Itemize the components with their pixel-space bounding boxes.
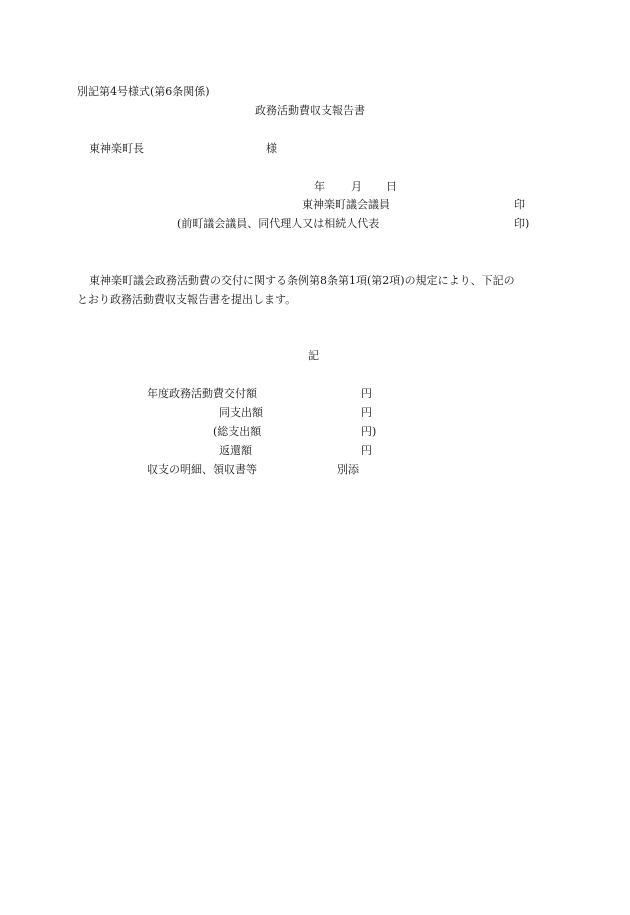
item-label: 同支出額	[219, 406, 263, 419]
submitter-alt-seal: 印)	[514, 217, 530, 230]
item-label: 返還額	[219, 444, 252, 457]
document-title: 政務活動費収支報告書	[255, 104, 365, 117]
ki-heading: 記	[308, 349, 319, 362]
addressee-name: 東神楽町長	[89, 142, 144, 155]
body-text-line-2: とおり政務活動費収支報告書を提出します。	[77, 293, 297, 306]
submitter-seal: 印	[514, 198, 525, 211]
item-value: 円	[361, 387, 372, 400]
body-text-line-1: 東神楽町議会政務活動費の交付に関する条例第8条第1項(第2項)の規定により、下記の	[89, 274, 515, 287]
form-label: 別記第4号様式(第6条関係)	[77, 85, 210, 98]
date-year: 年	[314, 180, 325, 193]
date-day: 日	[386, 180, 397, 193]
date-month: 月	[351, 180, 362, 193]
submitter-role: 東神楽町議会議員	[302, 198, 390, 211]
item-value: 円)	[361, 425, 377, 438]
submitter-alt-role: (前町議会議員、同代理人又は相続人代表	[177, 217, 380, 230]
item-label: 収支の明細、領収書等	[147, 463, 257, 476]
item-label: 年度政務活動費交付額	[147, 387, 257, 400]
item-value: 別添	[337, 463, 359, 476]
item-value: 円	[361, 444, 372, 457]
item-value: 円	[361, 406, 372, 419]
addressee-honorific: 様	[266, 142, 277, 155]
item-label: (総支出額	[213, 425, 262, 438]
